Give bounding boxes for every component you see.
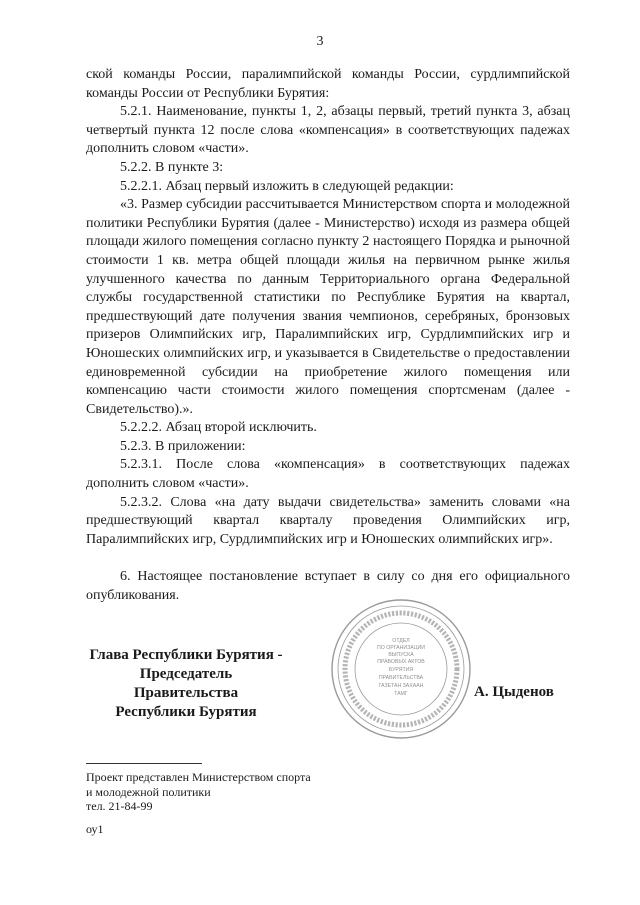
paragraph-5-2-3-1: 5.2.3.1. После слова «компенсация» в соответствующих падежах дополнить словом «части».: [86, 457, 570, 492]
seal-text-line: БУРЯТИЯ: [388, 667, 414, 673]
seal-text-line: ПРАВИТЕЛЬСТВА: [378, 675, 424, 681]
seal-text-line: ПО ОРГАНИЗАЦИИ: [377, 645, 425, 651]
seal-text-line: ГАЗЕТАН ЗАХААН: [378, 683, 424, 689]
paragraph-5-2-1: 5.2.1. Наименование, пункты 1, 2, абзацы первый, третий пункта 3, абзац четвертый пункта 12 после слова «компенсация» в соответствующих падежах дополнить словом «части».: [86, 104, 570, 157]
paragraph-5-2-3: 5.2.3. В приложении:: [120, 438, 246, 454]
footnote-line: Проект представлен Министерством спорта: [86, 770, 311, 784]
signature-title: [86, 646, 286, 722]
footnote-line: и молодежной политики: [86, 784, 211, 799]
document-code: оу1: [86, 822, 104, 836]
seal-text-line: ТАМГ: [394, 691, 408, 697]
signer-name: А. Цыденов: [474, 684, 554, 700]
paragraph-continuation: ской команды России, паралимпийской команды России, сурдлимпийской команды России от Республики Бурятия:: [86, 67, 570, 101]
document-body: [86, 66, 570, 606]
signature-title-line: Глава Республики Бурятия -: [89, 647, 283, 663]
footnote-line: тел. 21-84-99: [86, 799, 153, 813]
footnote-divider: [86, 763, 202, 764]
paragraph-quoted-amendment: «3. Размер субсидии рассчитывается Министерством спорта и молодежной политики Республики Бурятия (далее - Министерство) исходя из размера общей площади жилого помещения согласно пункту 2 настоящего Порядка и рыночной стоимости 1 кв. метра общей площади жилья на первичном рынке жилья улучшенного качества по данным Территориального органа Федеральной службы государственной статистики по Республике Бурятия на квартал, предшествующий дате получения звания чемпионов, серебряных, бронзовых призеров Олимпийских игр, Паралимпийских игр, Сурдлимпийских игр и Юношеских олимпийских игр, и указывается в Свидетельстве о предоставлении единовременной субсидии на приобретение жилого помещения или компенсацию части стоимости жилого помещения спортсменам (далее - Свидетельство).».: [86, 197, 570, 417]
paragraph-5-2-3-2: 5.2.3.2. Слова «на дату выдачи свидетельства» заменить словами «на предшествующий квартал кварталу проведения Олимпийских игр, Паралимпийских игр, Сурдлимпийских игр и Юношеских олимпийских игр».: [86, 494, 570, 547]
footnote: [86, 770, 311, 814]
page-number: 3: [316, 34, 324, 49]
official-seal: [330, 598, 472, 740]
paragraph-5-2-2: 5.2.2. В пункте 3:: [120, 159, 224, 175]
seal-text-line: ОТДЕЛ: [392, 638, 410, 644]
seal-text-line: ПРАВОВЫХ АКТОВ: [377, 659, 425, 665]
paragraph-5-2-2-2: 5.2.2.2. Абзац второй исключить.: [120, 420, 317, 436]
signature-title-line: Республики Бурятия: [115, 704, 257, 720]
signature-title-line: Председатель Правительства: [133, 666, 239, 701]
paragraph-5-2-2-1: 5.2.2.1. Абзац первый изложить в следующей редакции:: [120, 178, 454, 194]
paragraph-6: 6. Настоящее постановление вступает в силу со дня его официального опубликования.: [86, 569, 570, 604]
seal-text-line: ВЫПУСКА: [388, 652, 414, 658]
